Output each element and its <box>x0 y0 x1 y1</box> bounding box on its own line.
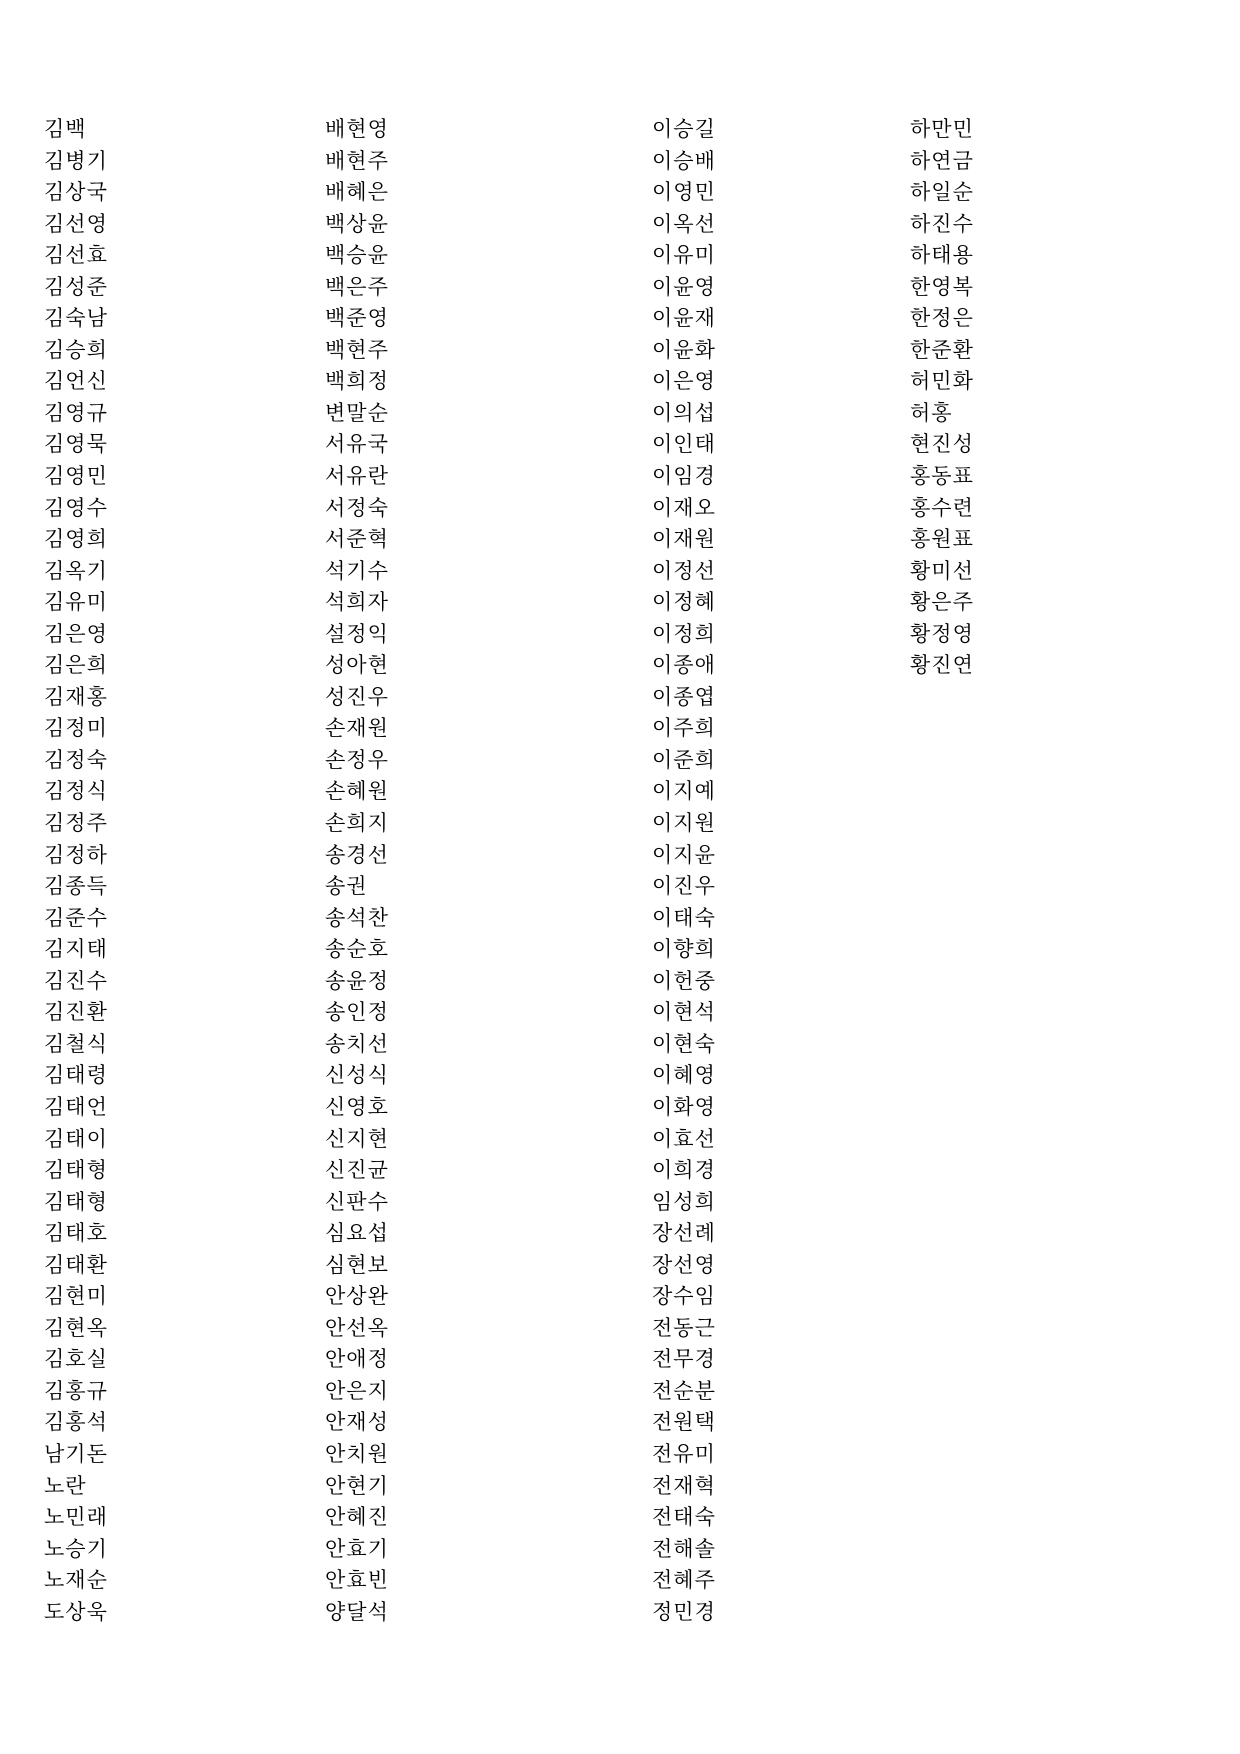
name-entry: 김태형 <box>44 1189 108 1214</box>
name-entry: 백은주 <box>325 274 389 299</box>
name-entry: 성진우 <box>325 684 389 709</box>
name-entry: 김정주 <box>44 811 108 836</box>
name-entry: 장수임 <box>652 1284 716 1309</box>
name-entry: 이종엽 <box>652 684 716 709</box>
name-entry: 김정식 <box>44 779 108 804</box>
name-entry: 김태이 <box>44 1126 108 1151</box>
name-entry: 이유미 <box>652 243 716 268</box>
name-entry: 백상윤 <box>325 211 389 236</box>
name-entry: 김영민 <box>44 464 108 489</box>
name-entry: 백승윤 <box>325 243 389 268</box>
name-entry: 이화영 <box>652 1094 716 1119</box>
name-entry: 김언신 <box>44 369 108 394</box>
name-entry: 김병기 <box>44 148 108 173</box>
name-entry: 김종득 <box>44 874 108 899</box>
name-entry: 김영묵 <box>44 432 108 457</box>
name-entry: 송치선 <box>325 1031 389 1056</box>
name-entry: 서준혁 <box>325 527 389 552</box>
name-entry: 김철식 <box>44 1031 108 1056</box>
name-entry: 이인태 <box>652 432 716 457</box>
name-entry: 김성준 <box>44 274 108 299</box>
name-column-3 <box>652 114 716 1628</box>
name-entry: 김선효 <box>44 243 108 268</box>
name-entry: 이승길 <box>652 117 716 141</box>
name-entry: 손혜원 <box>325 779 389 804</box>
name-entry: 안치원 <box>325 1441 389 1466</box>
name-entry: 이옥선 <box>652 211 716 236</box>
name-entry: 한정은 <box>910 306 974 331</box>
name-entry: 신성식 <box>325 1063 389 1088</box>
name-entry: 이윤화 <box>652 337 716 362</box>
name-entry: 송인정 <box>325 1000 389 1025</box>
name-entry: 김진환 <box>44 1000 108 1025</box>
name-entry: 홍수련 <box>910 495 974 520</box>
name-entry: 김태언 <box>44 1094 108 1119</box>
name-entry: 안혜진 <box>325 1505 389 1530</box>
name-column-4 <box>910 114 974 682</box>
name-entry: 안효빈 <box>325 1568 389 1593</box>
name-entry: 한영복 <box>910 274 974 299</box>
name-entry: 김정하 <box>44 842 108 867</box>
name-entry: 성아현 <box>325 653 389 678</box>
name-entry: 전무경 <box>652 1347 716 1372</box>
name-entry: 남기돈 <box>44 1441 108 1466</box>
name-entry: 이향희 <box>652 937 716 962</box>
name-entry: 이윤재 <box>652 306 716 331</box>
name-entry: 김진수 <box>44 968 108 993</box>
name-entry: 현진성 <box>910 432 974 457</box>
name-entry: 전태숙 <box>652 1505 716 1530</box>
name-entry: 이정혜 <box>652 590 716 615</box>
name-entry: 하일순 <box>910 180 974 205</box>
name-entry: 황미선 <box>910 558 974 583</box>
name-entry: 김현옥 <box>44 1315 108 1340</box>
name-entry: 김태호 <box>44 1221 108 1246</box>
name-entry: 이혜영 <box>652 1063 716 1088</box>
name-entry: 허민화 <box>910 369 974 394</box>
name-entry: 신진균 <box>325 1158 389 1183</box>
name-entry: 심현보 <box>325 1252 389 1277</box>
name-entry: 김정숙 <box>44 747 108 772</box>
name-entry: 안선옥 <box>325 1315 389 1340</box>
name-entry: 서정숙 <box>325 495 389 520</box>
name-entry: 송권 <box>325 874 368 899</box>
name-entry: 신영호 <box>325 1094 389 1119</box>
name-entry: 김영규 <box>44 400 108 425</box>
name-entry: 이재오 <box>652 495 716 520</box>
name-entry: 안현기 <box>325 1473 389 1498</box>
name-entry: 이정선 <box>652 558 716 583</box>
name-entry: 전혜주 <box>652 1568 716 1593</box>
name-entry: 노승기 <box>44 1536 108 1561</box>
name-entry: 김현미 <box>44 1284 108 1309</box>
name-entry: 김정미 <box>44 716 108 741</box>
name-entry: 이효선 <box>652 1126 716 1151</box>
name-entry: 김옥기 <box>44 558 108 583</box>
name-entry: 전재혁 <box>652 1473 716 1498</box>
name-entry: 김승희 <box>44 337 108 362</box>
name-column-1 <box>44 114 108 1628</box>
name-entry: 황은주 <box>910 590 974 615</box>
name-entry: 백희정 <box>325 369 389 394</box>
name-entry: 송순호 <box>325 937 389 962</box>
name-entry: 김태형 <box>44 1158 108 1183</box>
name-entry: 김백 <box>44 117 87 141</box>
name-entry: 손재원 <box>325 716 389 741</box>
name-entry: 배현영 <box>325 117 389 141</box>
name-entry: 하연금 <box>910 148 974 173</box>
name-entry: 안상완 <box>325 1284 389 1309</box>
name-entry: 이의섭 <box>652 400 716 425</box>
name-entry: 백준영 <box>325 306 389 331</box>
name-entry: 노민래 <box>44 1505 108 1530</box>
name-entry: 김준수 <box>44 905 108 930</box>
name-entry: 송윤정 <box>325 968 389 993</box>
name-entry: 전유미 <box>652 1441 716 1466</box>
name-entry: 이지윤 <box>652 842 716 867</box>
name-entry: 이희경 <box>652 1158 716 1183</box>
name-entry: 전동근 <box>652 1315 716 1340</box>
name-entry: 이준희 <box>652 747 716 772</box>
name-entry: 안효기 <box>325 1536 389 1561</box>
name-entry: 이승배 <box>652 148 716 173</box>
name-entry: 김영희 <box>44 527 108 552</box>
name-entry: 하만민 <box>910 117 974 141</box>
name-entry: 황정영 <box>910 621 974 646</box>
name-entry: 이헌중 <box>652 968 716 993</box>
name-entry: 손희지 <box>325 811 389 836</box>
name-entry: 이정희 <box>652 621 716 646</box>
name-entry: 설정익 <box>325 621 389 646</box>
name-entry: 김홍규 <box>44 1378 108 1403</box>
name-entry: 하태용 <box>910 243 974 268</box>
name-entry: 김은영 <box>44 621 108 646</box>
name-entry: 신판수 <box>325 1189 389 1214</box>
name-entry: 김태환 <box>44 1252 108 1277</box>
name-entry: 이주희 <box>652 716 716 741</box>
name-entry: 전해솔 <box>652 1536 716 1561</box>
name-entry: 이재원 <box>652 527 716 552</box>
name-entry: 배혜은 <box>325 180 389 205</box>
name-entry: 백현주 <box>325 337 389 362</box>
name-entry: 김은희 <box>44 653 108 678</box>
name-entry: 한준환 <box>910 337 974 362</box>
name-entry: 이종애 <box>652 653 716 678</box>
name-entry: 임성희 <box>652 1189 716 1214</box>
name-entry: 정민경 <box>652 1599 716 1624</box>
name-entry: 전순분 <box>652 1378 716 1403</box>
name-entry: 송경선 <box>325 842 389 867</box>
name-entry: 신지현 <box>325 1126 389 1151</box>
name-entry: 심요섭 <box>325 1221 389 1246</box>
name-entry: 송석찬 <box>325 905 389 930</box>
name-entry: 김선영 <box>44 211 108 236</box>
name-entry: 노재순 <box>44 1568 108 1593</box>
name-entry: 이태숙 <box>652 905 716 930</box>
name-entry: 노란 <box>44 1473 87 1498</box>
name-entry: 김홍석 <box>44 1410 108 1435</box>
name-entry: 이윤영 <box>652 274 716 299</box>
name-entry: 하진수 <box>910 211 974 236</box>
name-entry: 이현숙 <box>652 1031 716 1056</box>
name-entry: 김상국 <box>44 180 108 205</box>
name-entry: 이진우 <box>652 874 716 899</box>
name-entry: 서유란 <box>325 464 389 489</box>
name-entry: 이영민 <box>652 180 716 205</box>
name-entry: 장선영 <box>652 1252 716 1277</box>
name-entry: 도상욱 <box>44 1599 108 1624</box>
name-entry: 석기수 <box>325 558 389 583</box>
name-entry: 황진연 <box>910 653 974 678</box>
name-entry: 홍원표 <box>910 527 974 552</box>
name-entry: 이현석 <box>652 1000 716 1025</box>
name-entry: 배현주 <box>325 148 389 173</box>
name-entry: 이은영 <box>652 369 716 394</box>
name-entry: 손정우 <box>325 747 389 772</box>
name-entry: 이임경 <box>652 464 716 489</box>
name-entry: 홍동표 <box>910 464 974 489</box>
name-entry: 김숙남 <box>44 306 108 331</box>
name-entry: 김유미 <box>44 590 108 615</box>
name-entry: 안재성 <box>325 1410 389 1435</box>
name-entry: 장선례 <box>652 1221 716 1246</box>
name-entry: 전원택 <box>652 1410 716 1435</box>
name-entry: 김재홍 <box>44 684 108 709</box>
name-entry: 이지예 <box>652 779 716 804</box>
name-entry: 김영수 <box>44 495 108 520</box>
name-entry: 김호실 <box>44 1347 108 1372</box>
name-entry: 석희자 <box>325 590 389 615</box>
name-entry: 김지태 <box>44 937 108 962</box>
name-entry: 김태령 <box>44 1063 108 1088</box>
name-entry: 이지원 <box>652 811 716 836</box>
name-entry: 서유국 <box>325 432 389 457</box>
name-entry: 양달석 <box>325 1599 389 1624</box>
name-column-2 <box>325 114 389 1628</box>
name-entry: 허홍 <box>910 400 953 425</box>
name-entry: 안은지 <box>325 1378 389 1403</box>
name-entry: 안애정 <box>325 1347 389 1372</box>
name-entry: 변말순 <box>325 400 389 425</box>
